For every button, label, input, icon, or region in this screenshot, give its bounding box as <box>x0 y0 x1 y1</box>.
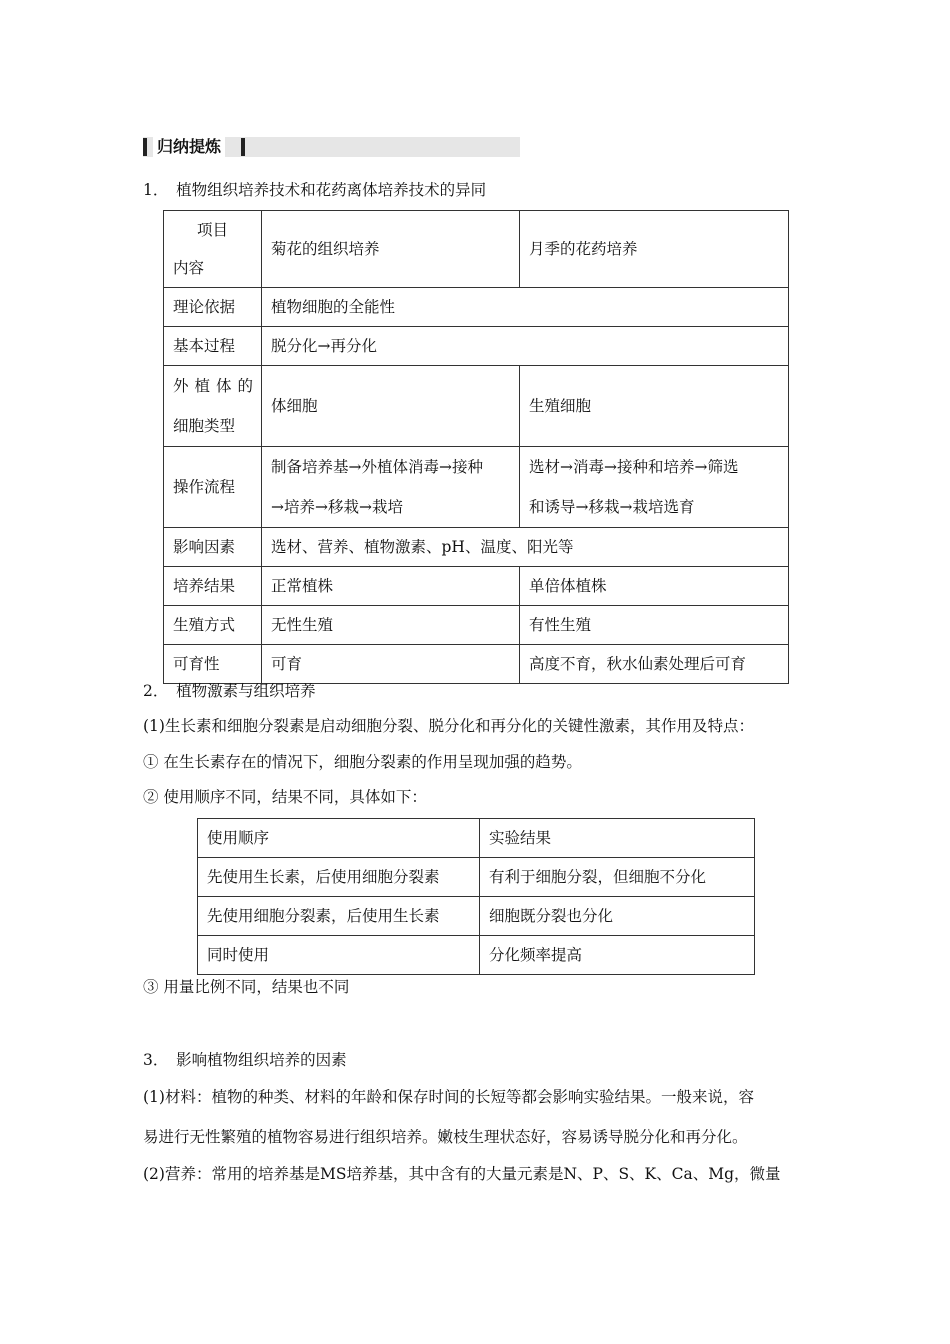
comparison-table <box>163 210 789 684</box>
table-row <box>164 606 789 645</box>
row-merged-value: 脱分化→再分化 <box>262 327 789 366</box>
cell-value: 分化频率提高 <box>480 936 755 975</box>
col-header-order: 使用顺序 <box>198 819 480 858</box>
table-row <box>164 211 789 288</box>
col-header-result: 实验结果 <box>480 819 755 858</box>
cell-value <box>262 447 520 528</box>
hormone-order-table <box>197 818 755 975</box>
row-label: 培养结果 <box>164 567 262 606</box>
table-row <box>198 936 755 975</box>
row-label-line2: 细胞类型 <box>173 417 236 435</box>
item3-paragraph-1a: (1)材料：植物的种类、材料的年龄和保存时间的长短等都会影响实验结果。一般来说，容 <box>143 1088 754 1106</box>
item2-heading: 2． 植物激素与组织培养 <box>143 682 316 700</box>
table-row <box>198 858 755 897</box>
corner-cell <box>164 211 262 288</box>
cell-value: 先使用细胞分裂素，后使用生长素 <box>198 897 480 936</box>
item2-paragraph-2: ① 在生长素存在的情况下，细胞分裂素的作用呈现加强的趋势。 <box>143 753 582 771</box>
cell-value: 细胞既分裂也分化 <box>480 897 755 936</box>
cell-line: 和诱导→移栽→栽培选育 <box>529 498 695 516</box>
cell-value: 高度不育，秋水仙素处理后可育 <box>520 645 789 684</box>
item2-paragraph-1: (1)生长素和细胞分裂素是启动细胞分裂、脱分化和再分化的关键性激素，其作用及特点： <box>143 717 754 735</box>
pipe-left-icon <box>143 138 147 156</box>
cell-value: 正常植株 <box>262 567 520 606</box>
corner-bottom: 内容 <box>173 259 205 277</box>
item2-paragraph-4: ③ 用量比例不同，结果也不同 <box>143 978 350 996</box>
table-row <box>164 447 789 528</box>
item3-paragraph-1b: 易进行无性繁殖的植物容易进行组织培养。嫩枝生理状态好，容易诱导脱分化和再分化。 <box>143 1128 748 1146</box>
table-row <box>164 645 789 684</box>
cell-value: 单倍体植株 <box>520 567 789 606</box>
cell-line: 选材→消毒→接种和培养→筛选 <box>529 458 739 476</box>
row-label: 影响因素 <box>164 528 262 567</box>
row-label: 理论依据 <box>164 288 262 327</box>
table-row <box>198 819 755 858</box>
item3-heading: 3． 影响植物组织培养的因素 <box>143 1051 347 1069</box>
row-label: 生殖方式 <box>164 606 262 645</box>
cell-value <box>520 447 789 528</box>
table-row <box>164 567 789 606</box>
row-label-line1: 外植体的 <box>173 377 260 395</box>
row-merged-value: 选材、营养、植物激素、pH、温度、阳光等 <box>262 528 789 567</box>
pipe-right-icon <box>241 138 245 156</box>
row-label: 基本过程 <box>164 327 262 366</box>
row-merged-value: 植物细胞的全能性 <box>262 288 789 327</box>
cell-value: 无性生殖 <box>262 606 520 645</box>
col-header-chrysanthemum: 菊花的组织培养 <box>262 211 520 288</box>
item2-paragraph-3: ② 使用顺序不同，结果不同，具体如下： <box>143 788 427 806</box>
cell-value: 先使用生长素，后使用细胞分裂素 <box>198 858 480 897</box>
cell-value: 体细胞 <box>262 366 520 447</box>
cell-line: →培养→移栽→栽培 <box>271 498 403 516</box>
section-title: 归纳提炼 <box>153 137 225 157</box>
cell-value: 有利于细胞分裂，但细胞不分化 <box>480 858 755 897</box>
cell-line: 制备培养基→外植体消毒→接种 <box>271 458 483 476</box>
table-row <box>164 528 789 567</box>
row-label: 操作流程 <box>164 447 262 528</box>
table-row <box>164 366 789 447</box>
table-row <box>164 327 789 366</box>
cell-value: 生殖细胞 <box>520 366 789 447</box>
col-header-rose: 月季的花药培养 <box>520 211 789 288</box>
row-label <box>164 366 262 447</box>
corner-top: 项目 <box>196 221 228 239</box>
cell-value: 可育 <box>262 645 520 684</box>
row-label: 可育性 <box>164 645 262 684</box>
cell-value: 同时使用 <box>198 936 480 975</box>
table-row <box>164 288 789 327</box>
cell-value: 有性生殖 <box>520 606 789 645</box>
table-row <box>198 897 755 936</box>
item3-paragraph-2: (2)营养：常用的培养基是MS培养基，其中含有的大量元素是N、P、S、K、Ca、Mg，微量 <box>143 1165 781 1183</box>
item1-heading: 1． 植物组织培养技术和花药离体培养技术的异同 <box>143 181 487 199</box>
